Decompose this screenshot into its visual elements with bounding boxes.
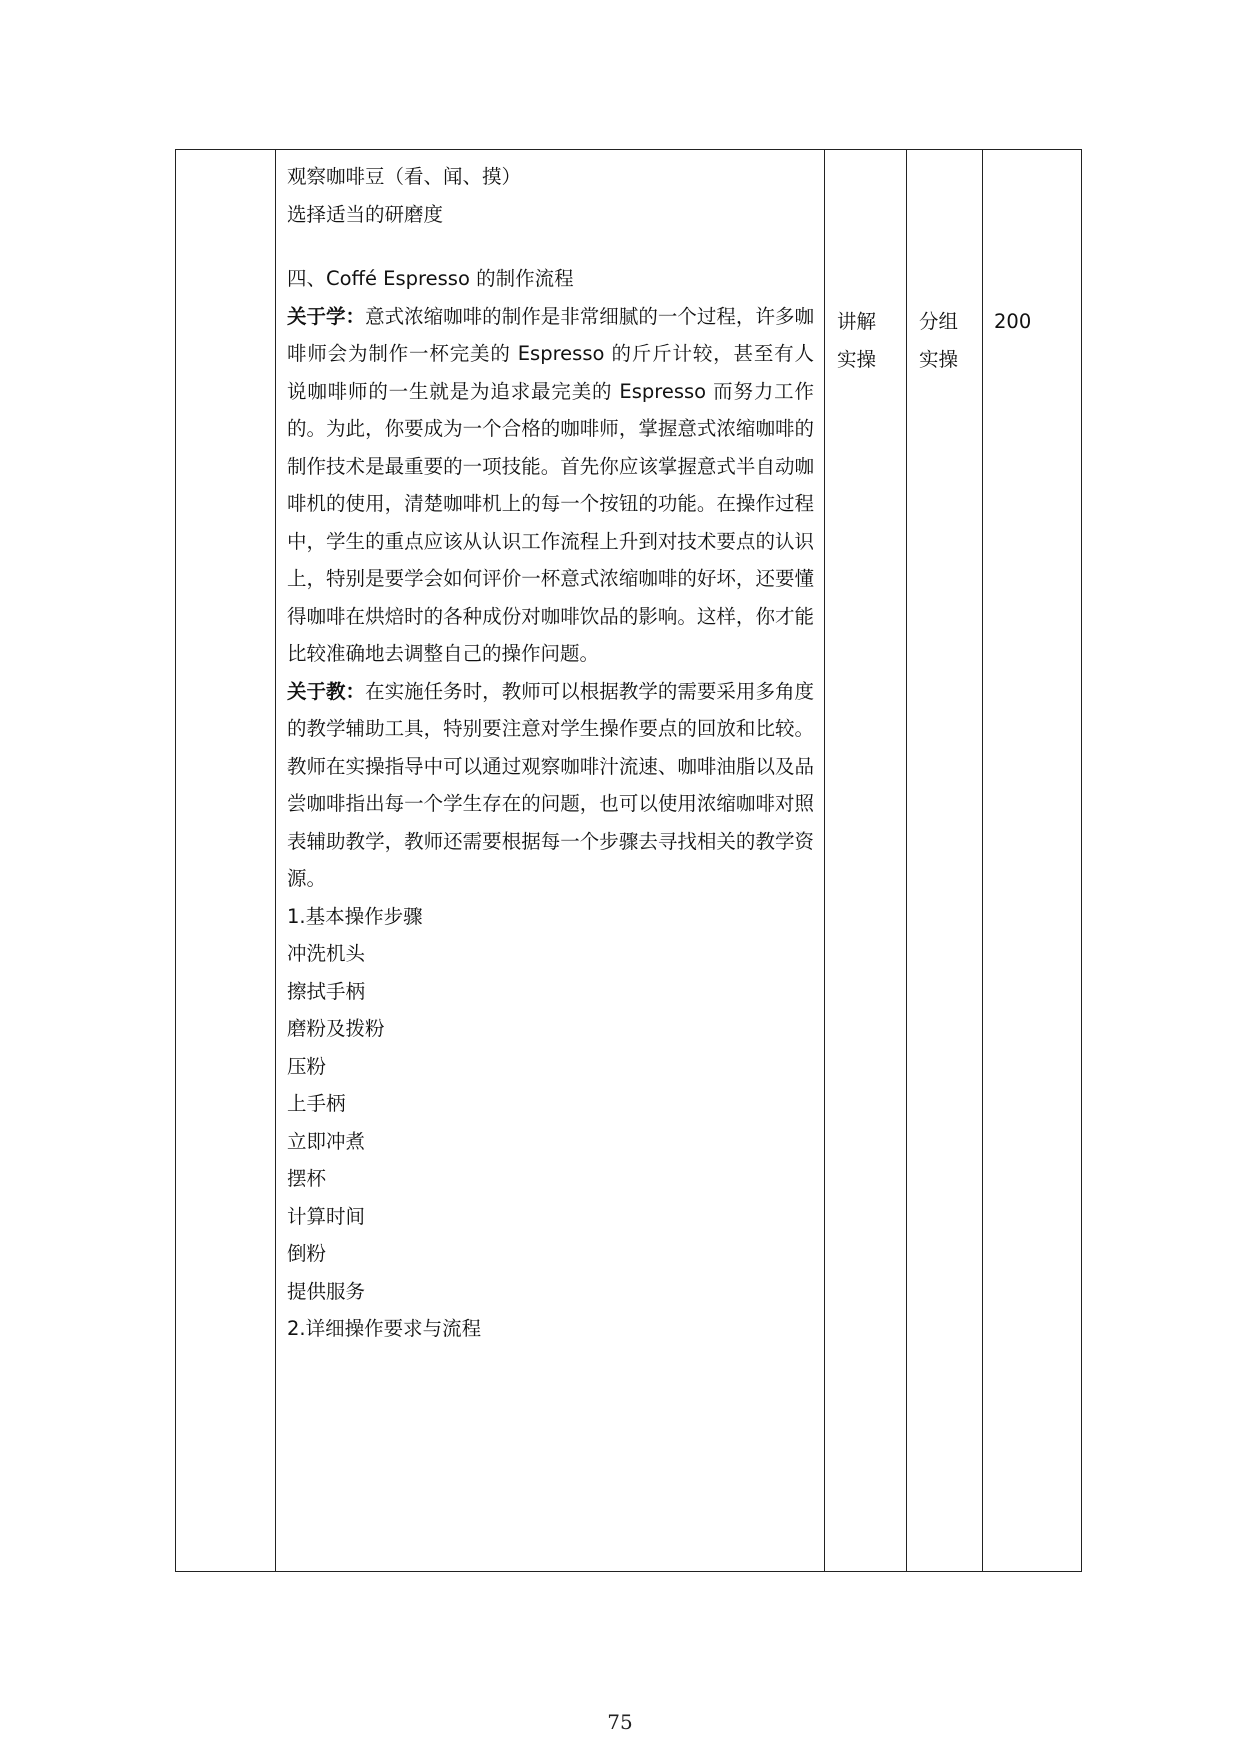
form-line: 实操 <box>919 347 959 371</box>
teaching-content-cell <box>276 150 825 1572</box>
step-item: 冲洗机头 <box>287 942 366 965</box>
time-value: 200 <box>994 310 1032 333</box>
basic-steps-heading: 1.基本操作步骤 <box>287 904 423 928</box>
method-line: 讲解 <box>837 310 877 333</box>
table-row <box>176 150 1082 1572</box>
step-item: 压粉 <box>287 1054 327 1078</box>
step-item: 倒粉 <box>287 1242 327 1265</box>
step-item: 摆杯 <box>287 1167 327 1190</box>
step-item: 提供服务 <box>287 1279 366 1303</box>
step-item: 上手柄 <box>287 1092 346 1115</box>
step-item: 计算时间 <box>287 1204 366 1228</box>
about-teaching-lead: 关于教： <box>287 679 366 703</box>
lesson-plan-table <box>175 149 1082 1572</box>
step-item: 立即冲煮 <box>287 1129 366 1153</box>
about-teaching-paragraph <box>287 673 814 898</box>
about-learning-text: 意式浓缩咖啡的制作是非常细腻的一个过程，许多咖啡师会为制作一杯完美的 Espresso 的斤斤计较，甚至有人说咖啡师的一生就是为追求最完美的 Espresso 而努力工作的。为此，你要成为一个合格的咖啡师，掌握意式浓缩咖啡的制作技术是最重要的一项技能。首先你应该掌握意式半自动咖啡机的使用，清楚咖啡机上的每一个按钮的功能。在操作过程中，学生的重点应该从认识工作流程上升到对技术要点的认识上，特别是要学会如何评价一杯意式浓缩咖啡的好坏，还要懂得咖啡在烘焙时的各种成份对咖啡饮品的影响。这样，你才能比较准确地去调整自己的操作问题。 <box>287 304 814 665</box>
section-heading: 四、Coffé Espresso 的制作流程 <box>287 267 574 290</box>
empty-first-column-cell <box>176 150 276 1572</box>
observe-beans-line: 观察咖啡豆（看、闻、摸） <box>287 165 522 188</box>
grind-size-line: 选择适当的研磨度 <box>287 202 444 226</box>
about-teaching-text: 在实施任务时，教师可以根据教学的需要采用多角度的教学辅助工具，特别要注意对学生操作要点的回放和比较。教师在实操指导中可以通过观察咖啡汁流速、咖啡油脂以及品尝咖啡指出每一个学生存在的问题，也可以使用浓缩咖啡对照表辅助教学，教师还需要根据每一个步骤去寻找相关的教学资源。 <box>287 679 814 890</box>
method-line: 实操 <box>837 347 877 371</box>
time-cell <box>983 150 1082 1572</box>
detailed-steps-heading: 2.详细操作要求与流程 <box>287 1317 482 1340</box>
spacer <box>287 233 814 260</box>
about-learning-lead: 关于学： <box>287 304 366 328</box>
step-item: 磨粉及拨粉 <box>287 1017 385 1040</box>
form-line: 分组 <box>919 310 959 333</box>
teaching-method-cell <box>825 150 907 1572</box>
step-item: 擦拭手柄 <box>287 979 366 1003</box>
activity-form-cell <box>907 150 983 1572</box>
about-learning-paragraph <box>287 298 814 673</box>
page-number: 75 <box>607 1710 633 1734</box>
